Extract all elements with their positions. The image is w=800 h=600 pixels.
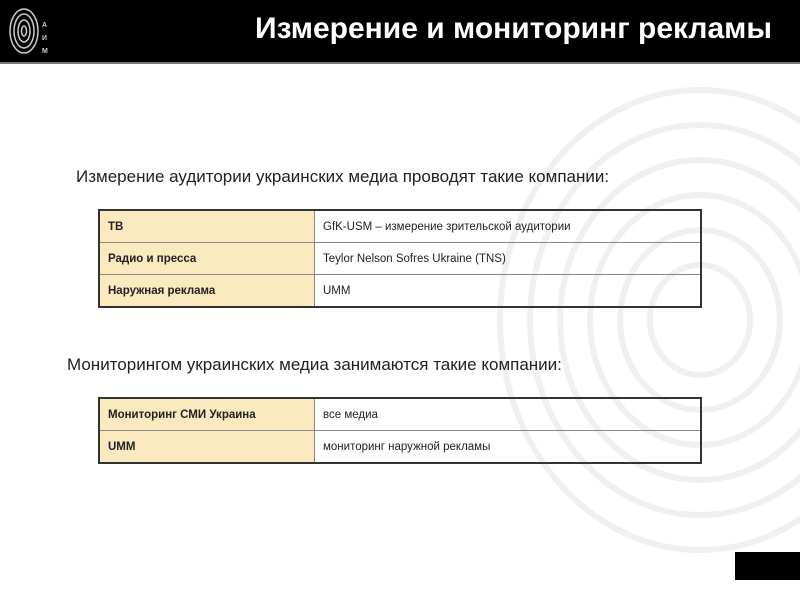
monitoring-table — [98, 397, 702, 464]
company: Teylor Nelson Sofres Ukraine (TNS) — [315, 243, 702, 275]
svg-text:М: М — [42, 48, 48, 55]
svg-text:А: А — [42, 22, 48, 29]
section1-heading: Измерение аудитории украинских медиа проводят такие компании: — [76, 167, 610, 186]
header-bar — [0, 0, 800, 64]
table-row — [99, 210, 701, 243]
corner-block — [735, 552, 800, 580]
company: UMM — [315, 275, 702, 308]
fingerprint-background-icon — [480, 80, 800, 560]
scope: мониторинг наружной рекламы — [315, 431, 702, 464]
company: Мониторинг СМИ Украина — [99, 398, 315, 431]
fingerprint-logo-icon — [8, 5, 48, 57]
svg-text:И: И — [42, 35, 48, 42]
media-type: ТВ — [99, 210, 315, 243]
table-row — [99, 398, 701, 431]
media-type: Наружная реклама — [99, 275, 315, 308]
section2-heading: Мониторингом украинских медиа занимаются такие компании: — [67, 355, 562, 374]
table-row — [99, 275, 701, 308]
measurement-table — [98, 209, 702, 308]
media-type: Радио и пресса — [99, 243, 315, 275]
company: UMM — [99, 431, 315, 464]
table-row — [99, 243, 701, 275]
slide-title: Измерение и мониторинг рекламы — [255, 12, 772, 45]
scope: все медиа — [315, 398, 702, 431]
company: GfK-USM – измерение зрительской аудитории — [315, 210, 702, 243]
table-row — [99, 431, 701, 464]
